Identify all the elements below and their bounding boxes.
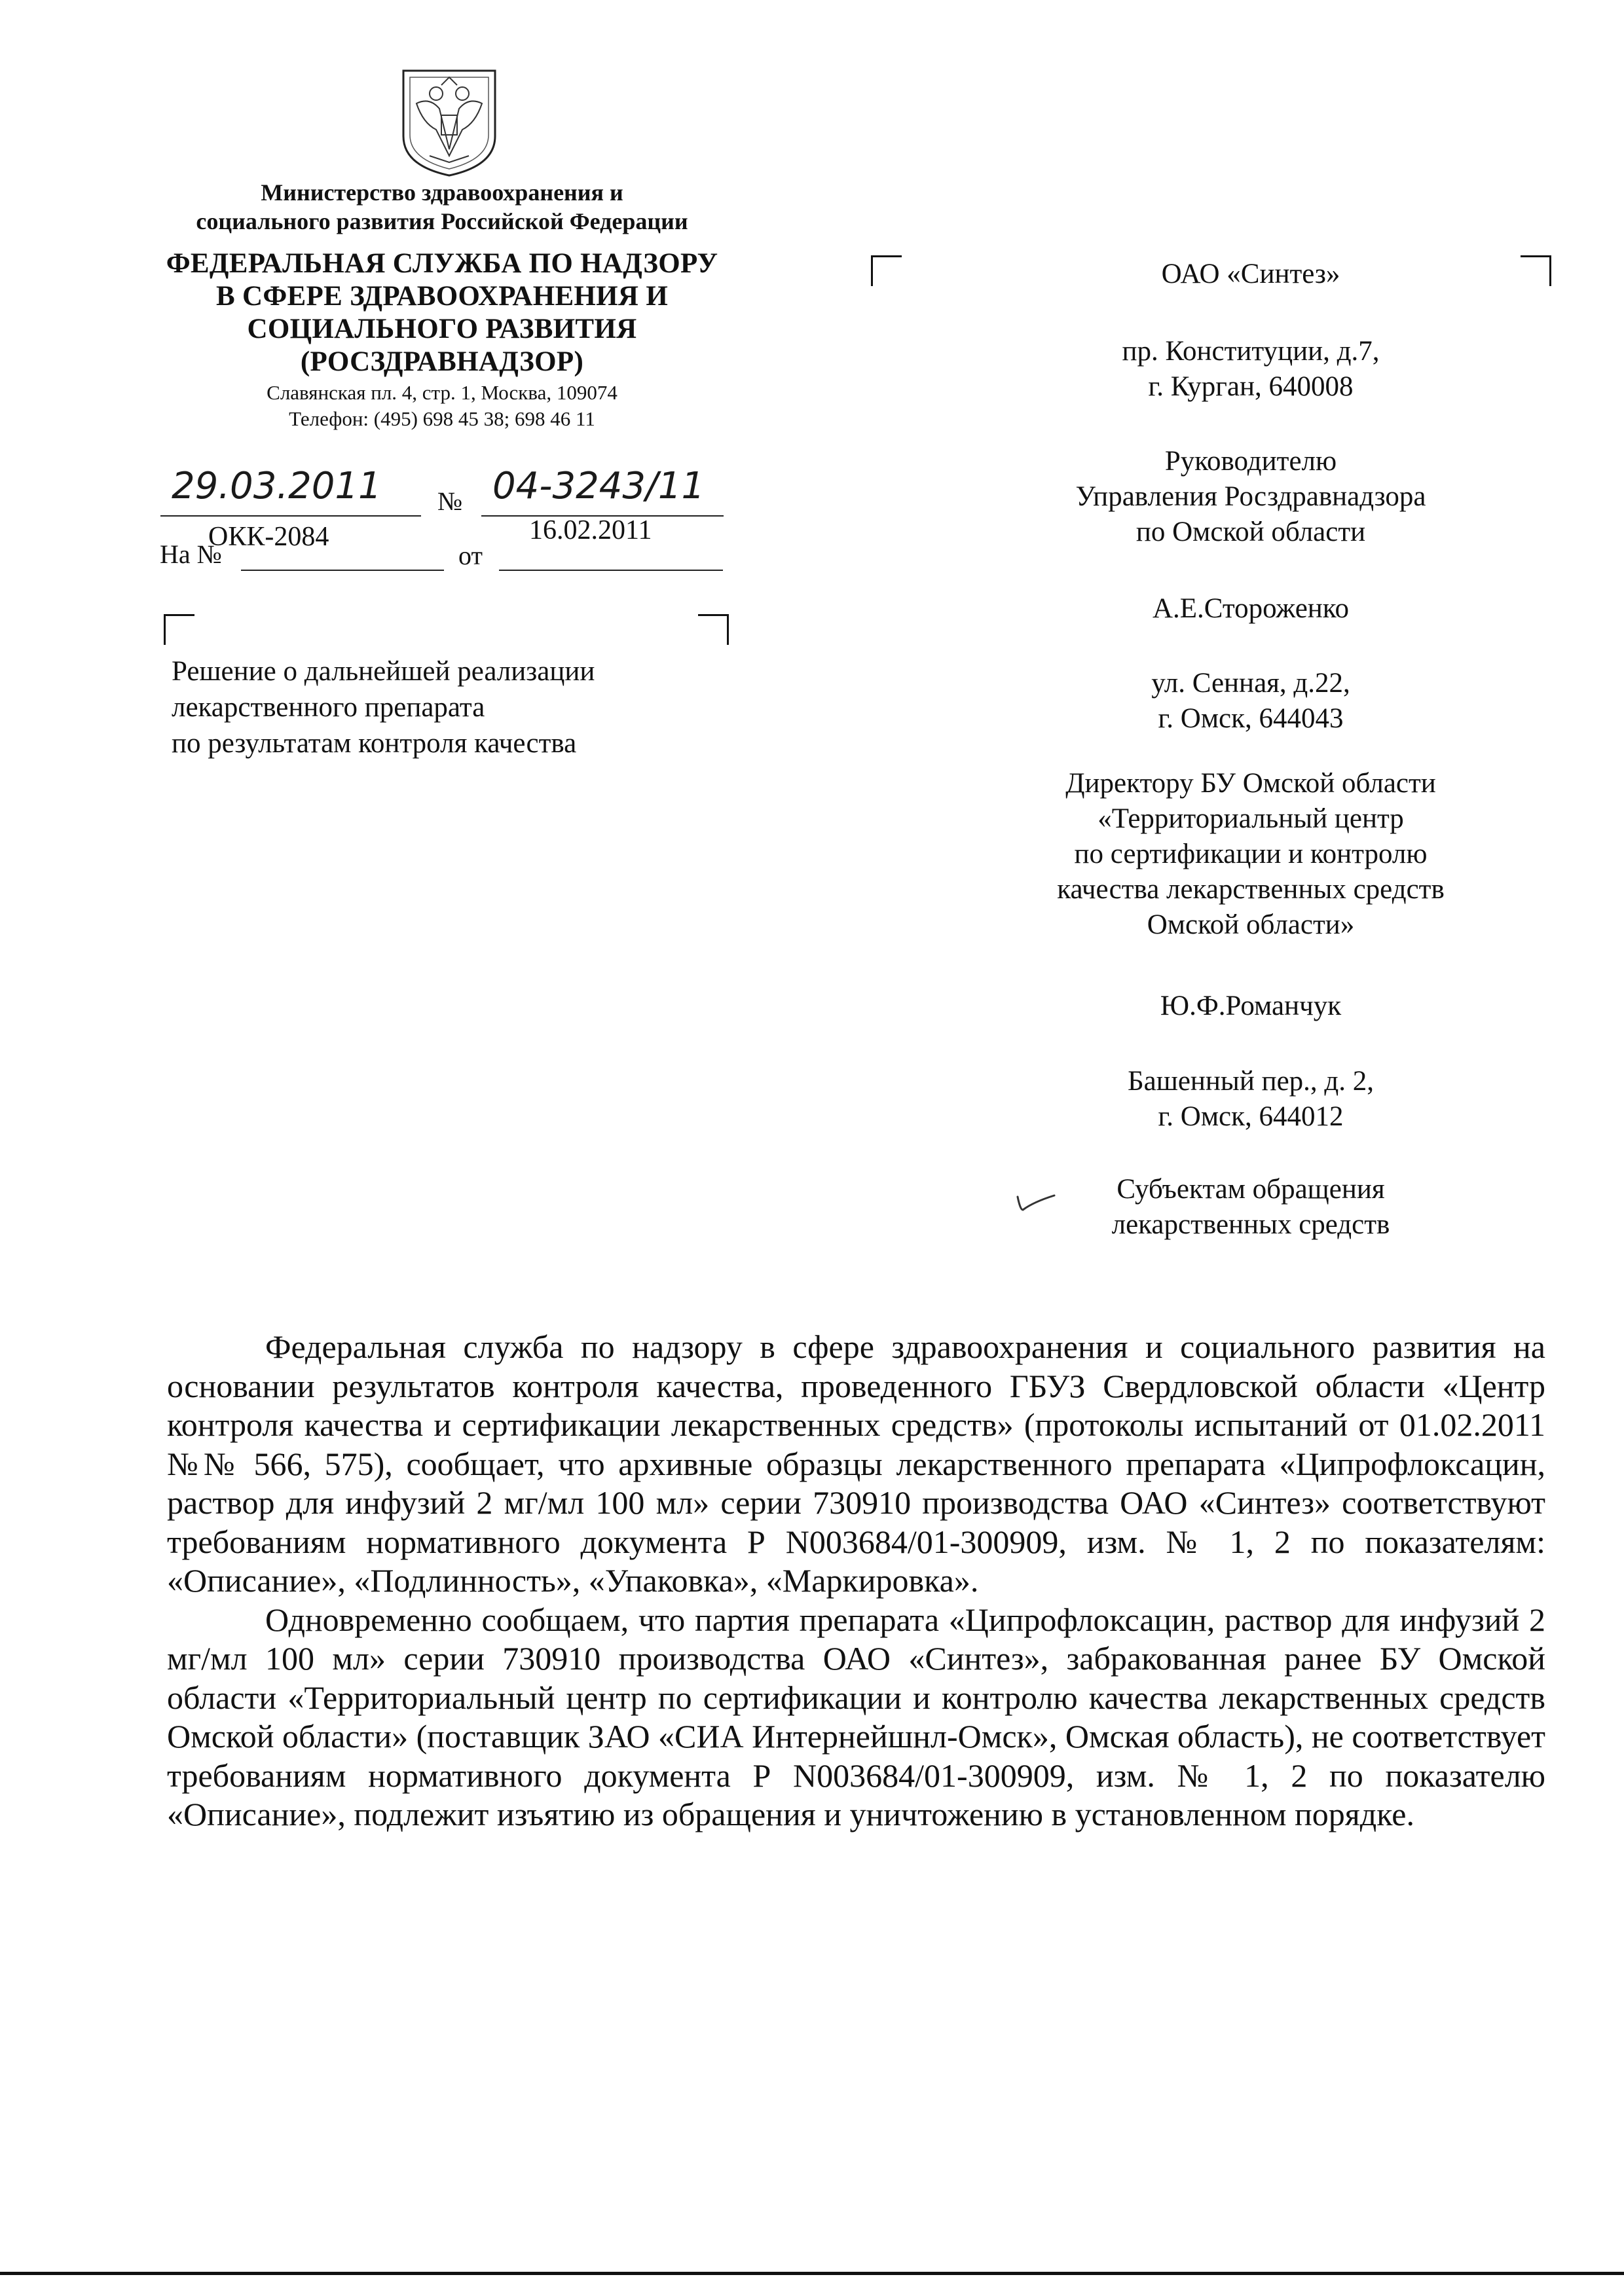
subject-line: по результатам контроля качества bbox=[172, 728, 577, 759]
reply-number-line bbox=[241, 570, 444, 571]
service-line: (РОСЗДРАВНАДЗОР) bbox=[300, 346, 584, 377]
addressee-company-address bbox=[956, 334, 1545, 405]
addressee-line: по сертификации и контролю bbox=[1074, 839, 1428, 869]
subject-corner-right bbox=[698, 614, 729, 645]
outgoing-number-handwritten: 04-3243/11 bbox=[492, 465, 705, 507]
addressee-corner-left bbox=[871, 255, 902, 286]
body-paragraph-1: Федеральная служба по надзору в сфере здравоохранения и социального развития на основании результатов контроля качества, проведенного ГБУЗ Свердловской области «Центр контроля качества и сертификации лекарственных средств» (протоколы испытаний от 01.02.2011 №№ 566, 575), сообщает, что архивные образцы лекарственного препарата «Ципрофлоксацин, раствор для инфузий 2 мг/мл 100 мл» серии 730910 производства ОАО «Синтез» соответствуют требованиям нормативного документа Р N003684/01-300909, изм. № 1, 2 по показателям: «Описание», «Подлинность», «Упаковка», «Маркировка». bbox=[167, 1328, 1545, 1599]
addressee-regional-address bbox=[956, 666, 1545, 737]
service-line: В СФЕРЕ ЗДРАВООХРАНЕНИЯ И bbox=[215, 281, 669, 312]
addressee-line: ул. Сенная, д.22, bbox=[1151, 668, 1350, 699]
addressee-line: г. Курган, 640008 bbox=[1148, 371, 1354, 402]
reply-date: 16.02.2011 bbox=[529, 515, 652, 545]
addressee-line: Субъектам обращения bbox=[1116, 1174, 1385, 1205]
page-bottom-rule bbox=[0, 2272, 1624, 2275]
addressee-center-address bbox=[956, 1064, 1545, 1135]
addressee-line: Директору БУ Омской области bbox=[1065, 768, 1436, 799]
addressee-line: Руководителю bbox=[1164, 446, 1337, 477]
from-label: от bbox=[458, 541, 483, 570]
ministry-line: социального развития Российской Федерации bbox=[196, 208, 688, 234]
body-paragraph-2: Одновременно сообщаем, что партия препарата «Ципрофлоксацин, раствор для инфузий 2 мг/мл 100 мл» серии 730910 производства ОАО «Синтез», забракованная ранее БУ Омской области «Территориальный центр по сертификации и контролю качества лекарственных средств Омской области» (поставщик ЗАО «СИА Интернейшнл-Омск», Омская область), не соответствует требованиям нормативного документа Р N003684/01-300909, изм. № 1, 2 по показателю «Описание», подлежит изъятию из обращения и уничтожению в установленном порядке. bbox=[167, 1601, 1545, 1832]
addressee-regional-office bbox=[956, 444, 1545, 550]
addressee-certification-center bbox=[956, 766, 1545, 943]
ministry-name bbox=[157, 178, 727, 236]
addressee-line: г. Омск, 644012 bbox=[1158, 1101, 1344, 1132]
addressee-line: А.Е.Стороженко bbox=[1152, 593, 1350, 624]
service-line: ФЕДЕРАЛЬНАЯ СЛУЖБА ПО НАДЗОРУ bbox=[166, 248, 718, 279]
russian-coat-of-arms-icon bbox=[390, 58, 508, 179]
addressee-line: качества лекарственных средств bbox=[1057, 874, 1445, 905]
subject-line: лекарственного препарата bbox=[172, 692, 485, 723]
addressee-drug-market-subjects bbox=[956, 1172, 1545, 1243]
addressee-line: Омской области» bbox=[1147, 909, 1355, 940]
addressee-center-director bbox=[956, 989, 1545, 1024]
subject-line: Решение о дальнейшей реализации bbox=[172, 656, 595, 687]
letter-subject bbox=[172, 653, 695, 761]
addressee-line: по Омской области bbox=[1135, 517, 1366, 547]
letter-body bbox=[167, 1328, 1545, 1834]
ministry-line: Министерство здравоохранения и bbox=[261, 179, 623, 206]
outgoing-date-handwritten: 29.03.2011 bbox=[172, 465, 382, 507]
reply-number: ОКК-2084 bbox=[208, 522, 329, 552]
addressee-line: «Территориальный центр bbox=[1098, 803, 1404, 834]
addressee-line: ОАО «Синтез» bbox=[1161, 259, 1340, 289]
letterhead-address bbox=[157, 380, 727, 432]
addressee-regional-head bbox=[956, 591, 1545, 627]
service-name bbox=[157, 247, 727, 378]
addressee-line: Управления Росздравнадзора bbox=[1075, 481, 1426, 512]
addressee-line: Ю.Ф.Романчук bbox=[1160, 991, 1342, 1021]
reply-date-line bbox=[499, 570, 723, 571]
date-line bbox=[160, 515, 421, 517]
addressee-line: г. Омск, 644043 bbox=[1158, 703, 1344, 734]
subject-corner-left bbox=[164, 614, 194, 645]
postal-address: Славянская пл. 4, стр. 1, Москва, 109074 bbox=[267, 381, 618, 404]
service-line: СОЦИАЛЬНОГО РАЗВИТИЯ bbox=[247, 314, 637, 344]
number-label: № bbox=[437, 486, 463, 516]
phone-numbers: Телефон: (495) 698 45 38; 698 46 11 bbox=[289, 407, 595, 430]
reply-label: На № bbox=[160, 539, 222, 569]
addressee-line: Башенный пер., д. 2, bbox=[1127, 1066, 1375, 1097]
addressee-line: лекарственных средств bbox=[1111, 1209, 1390, 1240]
addressee-line: пр. Конституции, д.7, bbox=[1122, 336, 1380, 367]
addressee-company bbox=[956, 257, 1545, 292]
